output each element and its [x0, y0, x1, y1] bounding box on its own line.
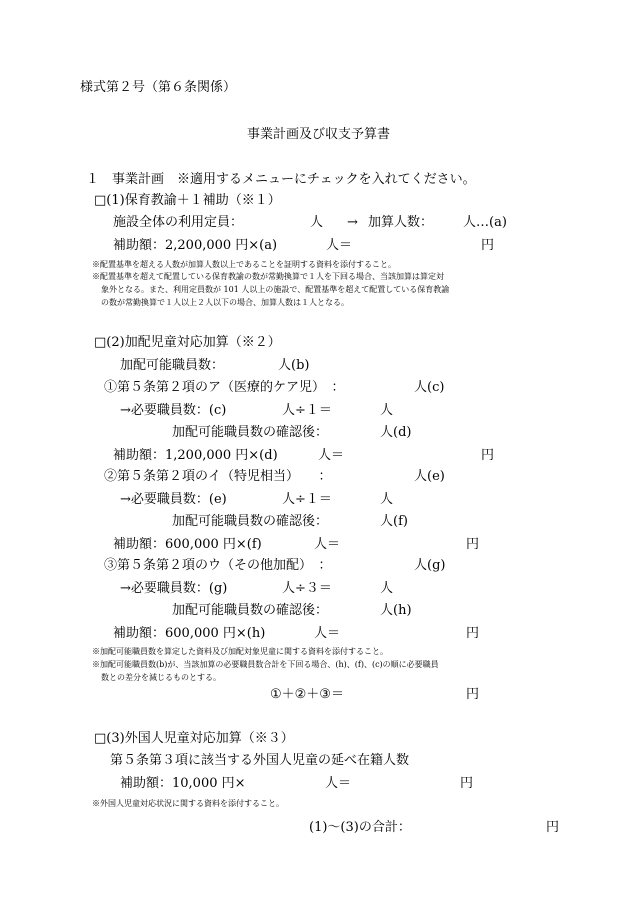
menu1-title: (1)保育教諭＋１補助（※１） — [106, 193, 281, 208]
menu1-note2-line1: ※配置基準を超えて配置している保育教諭の数が常勤換算で１人を下回る場合、当該加算は算定対 — [92, 272, 444, 281]
menu3-note: ※外国人児童対応状況に関する資料を添付すること。 — [92, 799, 284, 808]
item1-confirm-unit: 人(d) — [380, 425, 412, 440]
menu2-title: (2)加配児童対応加算（※２） — [106, 335, 281, 350]
possible-label: 加配可能職員数： — [120, 358, 225, 373]
menu3-desc: 第５条第３項に該当する外国人児童の延べ在籍人数 — [110, 753, 410, 768]
item3-yen: 円 — [466, 626, 480, 641]
form-number: 様式第２号（第６条関係） — [80, 80, 237, 95]
item1-unit: 人(c) — [414, 380, 445, 395]
item2-req-div: 人÷１＝ — [282, 492, 332, 507]
menu1-subsidy-eq: 人＝ — [326, 238, 353, 253]
item3-confirm-unit: 人(h) — [380, 603, 412, 618]
item1-subsidy-label: 補助額：1,200,000 円×(d) — [113, 448, 278, 463]
item3-req-div: 人÷３＝ — [282, 581, 332, 596]
menu1-checkbox[interactable]: □ — [94, 193, 107, 208]
item2-req-label: →必要職員数：(e) — [120, 492, 227, 507]
menu1-yen: 円 — [481, 238, 495, 253]
item2-confirm-label: 加配可能職員数の確認後： — [172, 514, 329, 529]
item3-label: ③第５条第２項のウ（その他加配） ： — [104, 558, 332, 573]
item3-unit: 人(g) — [414, 558, 446, 573]
item1-subsidy-eq: 人＝ — [318, 448, 345, 463]
menu3-subsidy-label: 補助額：10,000 円× — [120, 776, 246, 791]
item1-yen: 円 — [481, 448, 495, 463]
item1-req-div: 人÷１＝ — [282, 403, 332, 418]
item3-subsidy-label: 補助額：600,000 円×(h) — [113, 626, 266, 641]
item3-req-unit: 人 — [380, 581, 394, 596]
item2-label: ②第５条第２項のイ（特児相当） ： — [104, 469, 332, 484]
arrow: → — [347, 215, 358, 230]
item3-confirm-label: 加配可能職員数の確認後： — [172, 603, 329, 618]
item1-confirm-label: 加配可能職員数の確認後： — [172, 425, 329, 440]
item1-req-unit: 人 — [380, 403, 394, 418]
total-yen: 円 — [546, 820, 560, 835]
menu3-row — [94, 731, 294, 747]
menu3-checkbox[interactable]: □ — [94, 731, 107, 746]
menu1-note2-line2: 象外となる。また、利用定員数が 101 人以上の施設で、配置基準を超えて配置している保育教諭 — [101, 285, 450, 294]
menu1-row — [94, 193, 281, 209]
item2-confirm-unit: 人(f) — [380, 514, 408, 529]
menu3-subsidy-eq: 人＝ — [325, 776, 352, 791]
menu3-yen: 円 — [460, 776, 474, 791]
item3-subsidy-eq: 人＝ — [314, 626, 341, 641]
item3-req-label: →必要職員数：(g) — [120, 581, 228, 596]
item2-req-unit: 人 — [380, 492, 394, 507]
page-title: 事業計画及び収支予算書 — [247, 127, 391, 142]
menu2-row — [94, 335, 281, 351]
item1-req-label: →必要職員数：(c) — [120, 403, 227, 418]
possible-unit: 人(b) — [278, 358, 310, 373]
item2-subsidy-eq: 人＝ — [314, 537, 341, 552]
menu2-note1: ※加配可能職員数を算定した資料及び加配対象児童に関する資料を添付すること。 — [92, 647, 388, 656]
item2-unit: 人(e) — [414, 469, 445, 484]
sum-yen: 円 — [466, 687, 480, 702]
item2-subsidy-label: 補助額：600,000 円×(f) — [113, 537, 262, 552]
section-heading: １ 事業計画 ※適用するメニューにチェックを入れてください。 — [86, 172, 476, 187]
item1-label: ①第５条第２項のア（医療的ケア児） ： — [104, 380, 345, 395]
item2-yen: 円 — [466, 537, 480, 552]
capacity-unit: 人 — [310, 215, 324, 230]
total-label: (1)～(3)の合計： — [309, 820, 411, 835]
menu3-title: (3)外国人児童対応加算（※３） — [106, 731, 294, 746]
capacity-label: 施設全体の利用定員： — [113, 215, 244, 230]
menu1-note1: ※配置基準を超える人数が加算人数以上であることを証明する資料を添付すること。 — [92, 260, 396, 269]
added-label: 加算人数： — [368, 215, 434, 230]
menu2-checkbox[interactable]: □ — [94, 335, 107, 350]
sum-label: ①＋②＋③＝ — [270, 687, 344, 702]
added-unit: 人…(a) — [463, 215, 507, 230]
menu2-note2-line1: ※加配可能職員数(b)が、当該加算の必要職員数合計を下回る場合、(h)、(f)、(c)の順に必要職員 — [92, 660, 439, 669]
menu1-note2-line3: の数が常勤換算で１人以上２人以下の場合、加算人数は１人となる。 — [101, 298, 349, 307]
menu2-note2-line2: 数との差分を減じるものとする。 — [101, 673, 221, 682]
menu1-subsidy-label: 補助額：2,200,000 円×(a) — [113, 238, 278, 253]
